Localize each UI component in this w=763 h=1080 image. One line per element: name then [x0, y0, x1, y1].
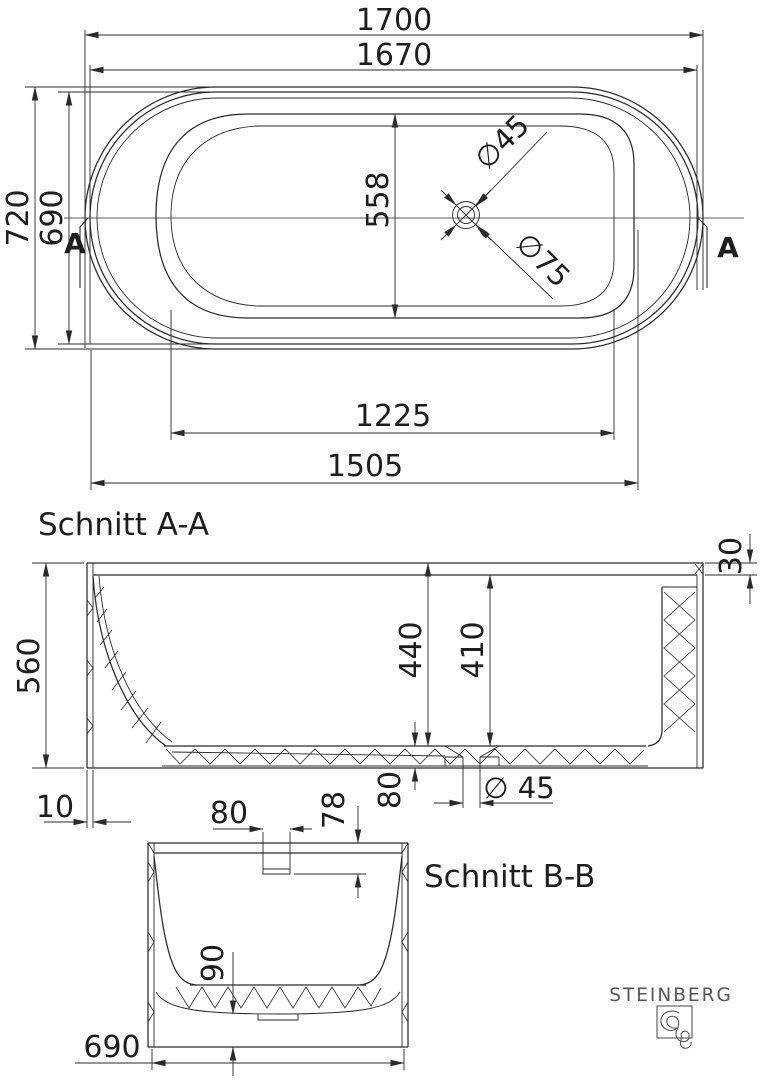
dim-30 — [705, 534, 757, 604]
section-aa-title: Schnitt A-A — [38, 507, 210, 543]
dim-78-label: 78 — [317, 790, 352, 830]
brand-logo-icon — [661, 1011, 691, 1048]
aa-floor-hatch — [166, 749, 644, 764]
aa-left-slope-outer — [93, 576, 166, 746]
brand-name: STEINBERG — [609, 985, 733, 1006]
dim-440 — [394, 563, 429, 746]
aa-left-wall-hatch — [87, 600, 93, 734]
brand-logo-box — [657, 1006, 692, 1038]
bb-floor-hatch — [176, 987, 381, 1008]
brand-block — [609, 985, 733, 1048]
dim-10-label: 10 — [35, 790, 75, 825]
dim-690-label: 690 — [35, 189, 70, 247]
section-aa — [12, 507, 757, 828]
bb-left-wall-inner — [154, 856, 196, 985]
dim-30-label: 30 — [714, 536, 749, 576]
section-marker-a-right: A — [717, 231, 739, 264]
dim-1700-label: 1700 — [355, 3, 433, 38]
top-view — [1, 3, 744, 490]
dim-80-floor-label: 80 — [373, 770, 408, 810]
dim-80-overflow — [210, 796, 312, 869]
dim-1670-label: 1670 — [355, 38, 433, 73]
aa-left-slope-hatch — [95, 587, 161, 743]
drain-diameter-label: ∅45 — [467, 107, 536, 176]
dim-560 — [12, 563, 84, 768]
bb-overflow-slot — [263, 869, 290, 874]
section-marker-a-left: A — [64, 227, 86, 260]
dim-690-bb-label: 690 — [83, 1030, 141, 1065]
section-bb — [75, 791, 595, 1076]
dim-410 — [456, 575, 491, 746]
dim-720-label: 720 — [1, 189, 36, 247]
bb-wall-hatch — [148, 843, 408, 1022]
aa-left-slope-inner — [99, 576, 172, 742]
bb-drain-flange — [258, 1014, 298, 1020]
dim-440-label: 440 — [394, 621, 429, 679]
dim-410-label: 410 — [456, 621, 491, 679]
dim-90-label: 90 — [196, 943, 231, 983]
dim-1225 — [171, 310, 614, 440]
dim-558 — [361, 114, 396, 318]
dim-560-label: 560 — [12, 637, 47, 695]
dim-1225-label: 1225 — [354, 399, 432, 434]
dim-80-overflow-label: 80 — [209, 796, 249, 831]
dim-1505-label: 1505 — [326, 449, 404, 484]
dim-10 — [36, 770, 131, 828]
bb-right-wall-inner — [360, 856, 402, 985]
overflow-diameter-label: ∅75 — [509, 225, 578, 294]
dim-drain-45-label: ∅ 45 — [483, 771, 555, 805]
dim-80-floor — [373, 722, 415, 809]
dim-558-label: 558 — [361, 171, 396, 229]
dim-78 — [294, 791, 366, 898]
dim-drain-45 — [434, 771, 555, 808]
section-bb-title: Schnitt B-B — [424, 859, 596, 895]
dim-690-bb — [75, 1030, 404, 1070]
aa-right-wall-inner — [648, 587, 662, 746]
dim-90 — [196, 944, 233, 1076]
